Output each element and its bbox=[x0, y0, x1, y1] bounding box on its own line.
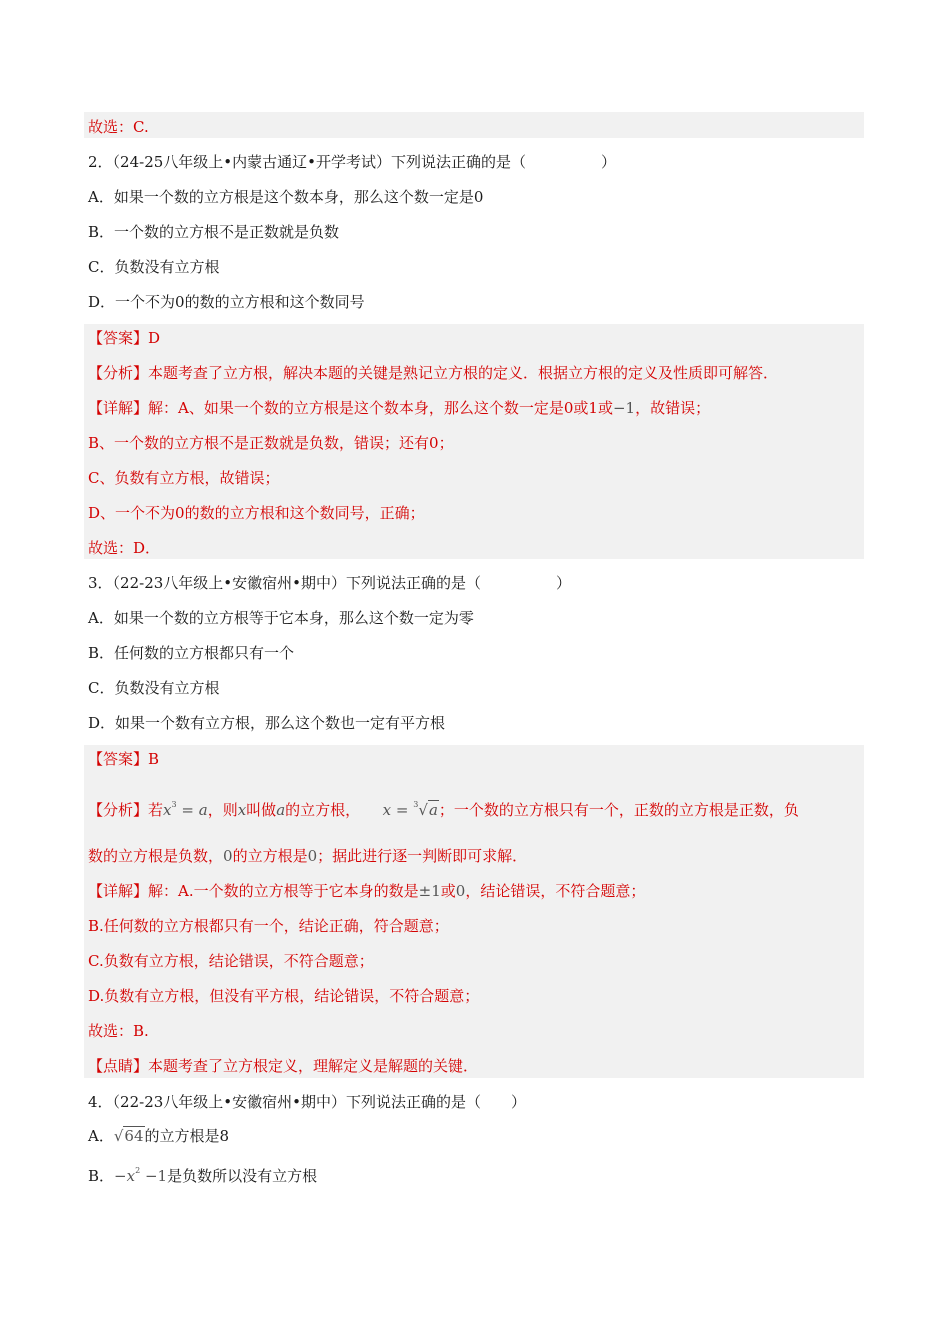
q3-answer bbox=[88, 748, 159, 770]
math-zero-2: 0 bbox=[307, 847, 318, 865]
q3-analysis-line2 bbox=[88, 845, 527, 867]
analysis-text-5: ；一个数的立方根只有一个，正数的立方根是正数，负 bbox=[438, 801, 799, 819]
q2-detail-c: C、负数有立方根，故错误； bbox=[88, 469, 280, 487]
q3-option-d: D．如果一个数有立方根，那么这个数也一定有平方根 bbox=[88, 714, 446, 732]
q2-detail bbox=[88, 397, 710, 419]
q2-option-b: B．一个数的立方根不是正数就是负数 bbox=[88, 223, 340, 241]
math-plus-minus-one: ±1 bbox=[418, 882, 441, 900]
math-zero-3: 0 bbox=[455, 882, 466, 900]
answer-value: B bbox=[148, 750, 160, 768]
q2-detail-b: B、一个数的立方根不是正数就是负数，错误；还有0； bbox=[88, 434, 454, 452]
answer-tag: 【答案】 bbox=[88, 750, 149, 768]
q3-comment bbox=[88, 1055, 478, 1077]
option-prefix: B． bbox=[88, 1167, 115, 1185]
detail-or: 或 bbox=[440, 882, 456, 900]
q2-stem: 2．（24-25八年级上•内蒙古通辽•开学考试）下列说法正确的是（ ） bbox=[88, 153, 616, 171]
option-a-text: 的立方根是8 bbox=[144, 1127, 230, 1145]
analysis-tag: 【分析】 bbox=[88, 801, 149, 819]
analysis-line2-text-3: ；据此进行逐一判断即可求解． bbox=[317, 847, 528, 865]
analysis-text: 本题考查了立方根，解决本题的关键是熟记立方根的定义．根据立方根的定义及性质即可解答． bbox=[148, 364, 779, 382]
option-prefix: A． bbox=[88, 1127, 114, 1145]
q4-option-a bbox=[88, 1125, 229, 1147]
math-x-eq-cbrt-a: x = $^3$√a bbox=[382, 800, 438, 819]
analysis-text-2: ，则 bbox=[207, 801, 238, 819]
q3-option-a: A．如果一个数的立方根等于它本身，那么这个数一定为零 bbox=[88, 609, 474, 627]
math-neg-x-squared-minus-one: $-x^2 -1$ bbox=[114, 1166, 168, 1185]
q3-stem: 3．（22-23八年级上•安徽宿州•期中）下列说法正确的是（ ） bbox=[88, 574, 571, 592]
q4-stem: 4．（22-23八年级上•安徽宿州•期中）下列说法正确的是（ ） bbox=[88, 1093, 526, 1111]
option-b-text: 是负数所以没有立方根 bbox=[167, 1167, 318, 1185]
q3-option-c: C．负数没有立方根 bbox=[88, 679, 220, 697]
math-sqrt-64: √64 bbox=[113, 1127, 144, 1145]
math-a: a bbox=[276, 801, 286, 819]
q3-analysis bbox=[88, 794, 799, 821]
math-x-cubed-eq-a: $x^3 = a$ bbox=[163, 800, 208, 819]
math-zero: 0 bbox=[223, 847, 233, 865]
q2-answer bbox=[88, 327, 160, 349]
analysis-text-3: 叫做 bbox=[246, 801, 277, 819]
analysis-text: 若 bbox=[148, 801, 164, 819]
q3-detail-d: D.负数有立方根，但没有平方根，结论错误，不符合题意； bbox=[88, 987, 480, 1005]
q2-analysis bbox=[88, 362, 778, 384]
q3-conclusion: 故选：B. bbox=[88, 1022, 149, 1040]
q3-detail-b: B.任何数的立方根都只有一个，结论正确，符合题意； bbox=[88, 917, 449, 935]
math-minus-one: −1 bbox=[612, 399, 636, 417]
q2-option-c: C．负数没有立方根 bbox=[88, 258, 220, 276]
q2-option-a: A．如果一个数的立方根是这个数本身，那么这个数一定是0 bbox=[88, 188, 484, 206]
prev-conclusion: 故选：C. bbox=[88, 118, 149, 136]
prev-solution-box bbox=[84, 112, 864, 138]
comment-tag: 【点睛】 bbox=[88, 1057, 149, 1075]
answer-value: D bbox=[148, 329, 161, 347]
detail-text-end: ，结论错误，不符合题意； bbox=[465, 882, 646, 900]
detail-text: 解：A.一个数的立方根等于它本身的数是 bbox=[148, 882, 419, 900]
q3-detail-c: C.负数有立方根，结论错误，不符合题意； bbox=[88, 952, 374, 970]
detail-text: 解：A、如果一个数的立方根是这个数本身，那么这个数一定是0或1或 bbox=[148, 399, 613, 417]
analysis-line2-text-2: 的立方根是 bbox=[232, 847, 308, 865]
detail-tag: 【详解】 bbox=[88, 882, 149, 900]
q2-detail-d: D、一个不为0的数的立方根和这个数同号，正确； bbox=[88, 504, 425, 522]
q3-detail bbox=[88, 880, 645, 902]
answer-tag: 【答案】 bbox=[88, 329, 149, 347]
analysis-line2-text: 数的立方根是负数， bbox=[88, 847, 224, 865]
math-x: x bbox=[237, 801, 247, 819]
analysis-tag: 【分析】 bbox=[88, 364, 149, 382]
q4-option-b bbox=[88, 1160, 317, 1187]
q2-option-d: D．一个不为0的数的立方根和这个数同号 bbox=[88, 293, 365, 311]
q2-conclusion: 故选：D． bbox=[88, 539, 161, 557]
q3-option-b: B．任何数的立方根都只有一个 bbox=[88, 644, 295, 662]
detail-text-end: ，故错误； bbox=[635, 399, 711, 417]
detail-tag: 【详解】 bbox=[88, 399, 149, 417]
analysis-text-4: 的立方根， bbox=[285, 801, 353, 819]
comment-text: 本题考查了立方根定义，理解定义是解题的关键． bbox=[148, 1057, 479, 1075]
